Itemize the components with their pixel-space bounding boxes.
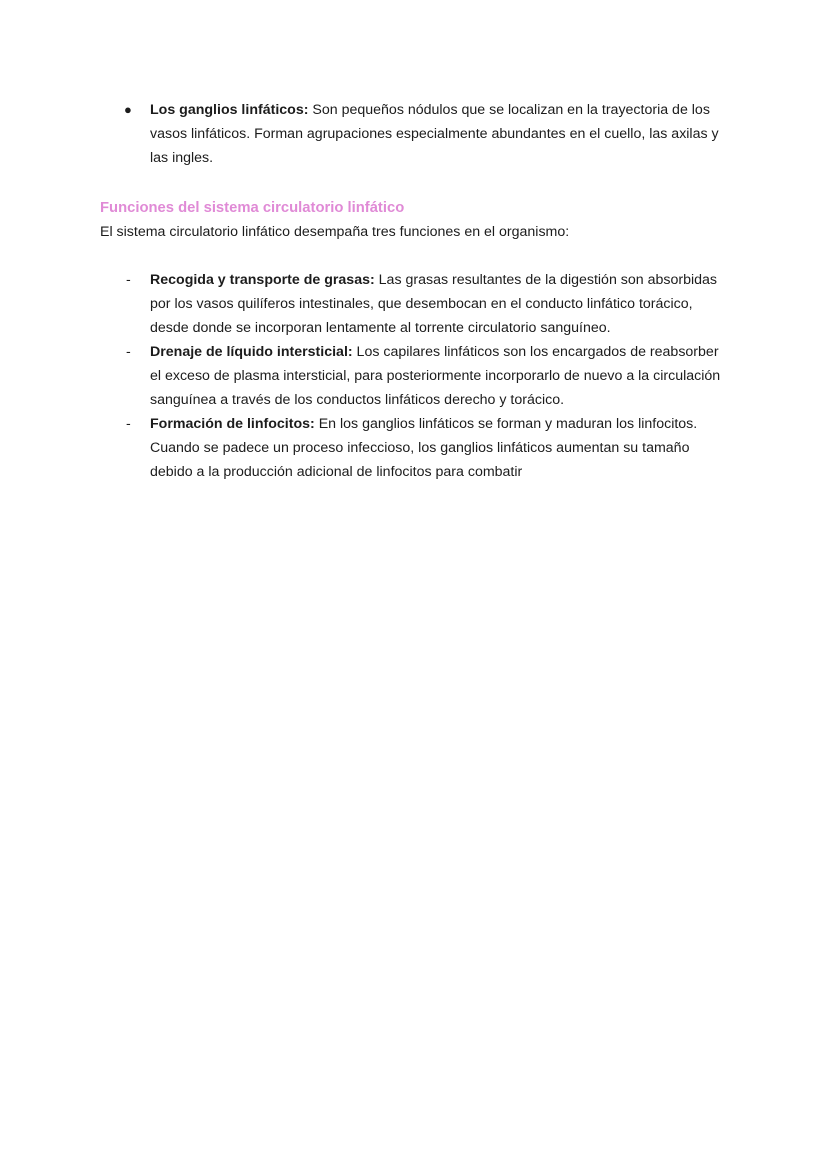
section-intro: El sistema circulatorio linfático desempaña tres funciones en el organismo:	[100, 224, 570, 240]
bullet-list	[100, 98, 730, 170]
list-item-term: Formación de linfocitos:	[150, 416, 315, 432]
list-item-text: Son pequeños nódulos que se localizan en la trayectoria de los vasos linfáticos. Forman agrupaciones especialmente abundantes en el cuello, las axilas y las ingles.	[150, 102, 719, 166]
page-content	[100, 98, 730, 484]
dash-marker: -	[126, 344, 131, 360]
list-item-term: Drenaje de líquido intersticial:	[150, 344, 353, 360]
list-item-term: Recogida y transporte de grasas:	[150, 272, 375, 288]
list-item-linfocitos	[100, 412, 730, 484]
list-item-ganglios	[100, 98, 730, 170]
functions-list	[100, 268, 730, 484]
list-item-text: En los ganglios linfáticos se forman y maduran los linfocitos. Cuando se padece un proceso infeccioso, los ganglios linfáticos aumentan su tamaño debido a la producción adicional de linfocitos para combatir	[150, 416, 698, 480]
section-heading: Funciones del sistema circulatorio linfático	[100, 200, 405, 216]
list-item-term: Los ganglios linfáticos:	[150, 102, 309, 118]
list-item-text: Las grasas resultantes de la digestión son absorbidas por los vasos quilíferos intestinales, que desembocan en el conducto linfático torácico, desde donde se incorporan lentamente al torrente circulatorio sanguíneo.	[150, 272, 718, 336]
bullet-marker: ●	[124, 102, 132, 117]
dash-marker: -	[126, 272, 131, 288]
dash-marker: -	[126, 416, 131, 432]
list-item-grasas	[100, 268, 730, 340]
list-item-drenaje	[100, 340, 730, 412]
list-item-text: Los capilares linfáticos son los encargados de reabsorber el exceso de plasma intersticial, para posteriormente incorporarlo de nuevo a la circulación sanguínea a través de los conductos linfáticos derecho y torácico.	[150, 344, 721, 408]
